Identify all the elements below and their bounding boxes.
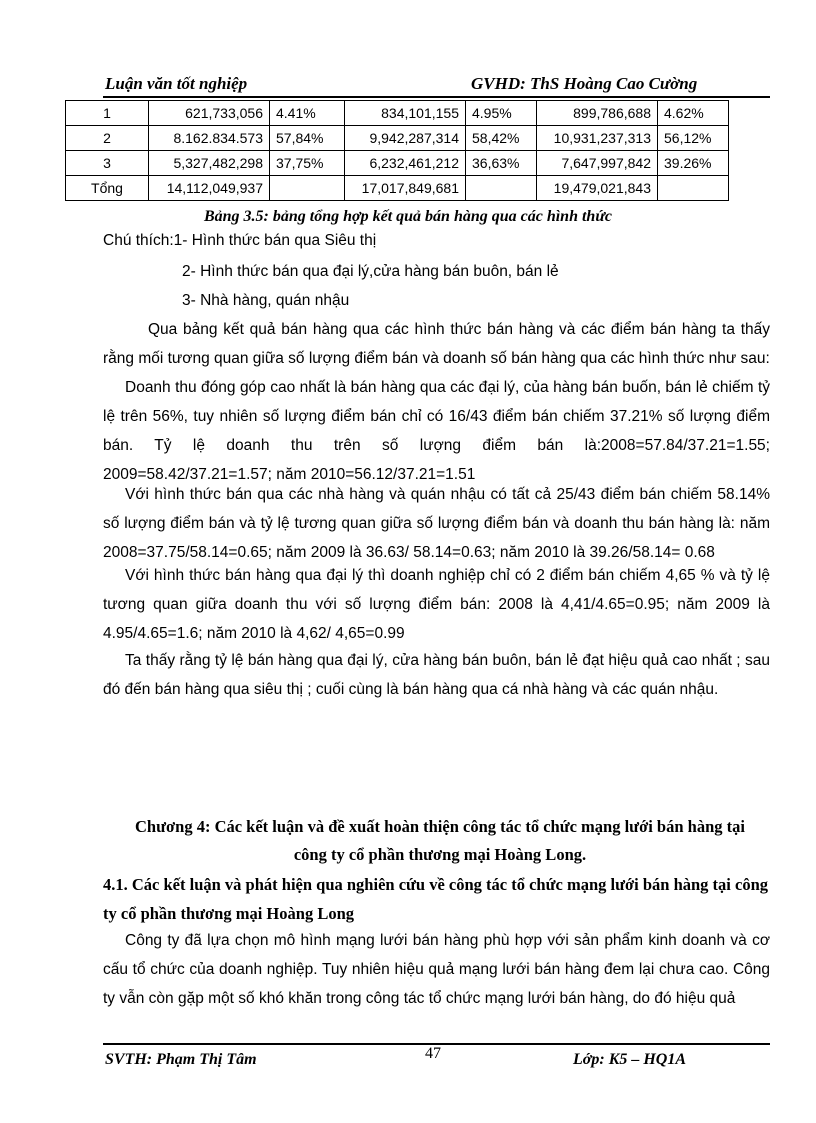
table-cell: 10,931,237,313 (537, 126, 658, 151)
section-heading: 4.1. Các kết luận và phát hiện qua nghiên cứu về công tác tổ chức mạng lưới bán hàng tại công ty cổ phần thương mại Hoàng Long (103, 875, 768, 923)
table-cell: 8.162.834.573 (149, 126, 270, 151)
table-cell: 57,84% (270, 126, 345, 151)
table-cell: 6,232,461,212 (345, 151, 466, 176)
class-label: Lớp: K5 – HQ1A (573, 1051, 687, 1068)
body-paragraph-5 (103, 646, 770, 704)
table-row (66, 101, 729, 126)
chapter-title-line-1: Chương 4: Các kết luận và đề xuất hoàn thiện công tác tổ chức mạng lưới bán hàng tại (135, 817, 745, 836)
chapter-heading (100, 813, 780, 869)
table-cell: 4.95% (466, 101, 537, 126)
thesis-label: Luận văn tốt nghiệp (105, 74, 248, 93)
table-cell (658, 176, 729, 201)
table-cell: 58,42% (466, 126, 537, 151)
note-line-3: 3- Nhà hàng, quán nhậu (182, 292, 350, 309)
body-paragraph-2 (103, 373, 770, 489)
table-cell: 4.41% (270, 101, 345, 126)
note-line-2: 2- Hình thức bán qua đại lý,cửa hàng bán buôn, bán lẻ (182, 263, 559, 280)
sales-summary-table (65, 100, 729, 201)
table-cell: 9,942,287,314 (345, 126, 466, 151)
table-cell: 5,327,482,298 (149, 151, 270, 176)
table-cell: 19,479,021,843 (537, 176, 658, 201)
body-paragraph-1 (103, 315, 770, 373)
table-caption: Bảng 3.5: bảng tổng hợp kết quả bán hàng qua các hình thức (203, 208, 613, 225)
table-cell (466, 176, 537, 201)
table-row (66, 151, 729, 176)
note-line-1: Chú thích:1- Hình thức bán qua Siêu thị (103, 232, 377, 249)
table-cell: 17,017,849,681 (345, 176, 466, 201)
table-cell: 3 (66, 151, 149, 176)
table-row (66, 126, 729, 151)
table-cell: 56,12% (658, 126, 729, 151)
table-cell: 37,75% (270, 151, 345, 176)
page-number: 47 (425, 1045, 441, 1062)
table-cell: 39.26% (658, 151, 729, 176)
paragraph-text: Doanh thu đóng góp cao nhất là bán hàng qua các đại lý, của hàng bán buốn, bán lẻ chiếm tỷ lệ trên 56%, tuy nhiên số lượng điểm bán chỉ có 16/43 điểm bán chiếm 37.21% số lượng điểm bán. Tỷ lệ doanh thu trên số lượng điểm bán là:2008=57.84/37.21=1.55; 2009=58.42/37.21=1.57; năm 2010=56.12/37.21=1.51 (103, 379, 770, 483)
paragraph-text: Với hình thức bán qua các nhà hàng và quán nhậu có tất cả 25/43 điểm bán chiếm 58.14% số lượng điểm bán và tỷ lệ tương quan giữa số lượng điểm bán và doanh thu bán hàng là: năm 2008=37.75/58.14=0.65; năm 2009 là 36.63/ 58.14=0.63; năm 2010 là 39.26/58.14= 0.68 (103, 486, 770, 561)
paragraph-text: Với hình thức bán hàng qua đại lý thì doanh nghiệp chỉ có 2 điểm bán chiếm 4,65 % và tỷ lệ tương quan giữa doanh thu với số lượng điểm bán: 2008 là 4,41/4.65=0.95; năm 2009 là 4.95/4.65=1.6; năm 2010 là 4,62/ 4,65=0.99 (103, 567, 770, 642)
supervisor-label: GVHD: ThS Hoàng Cao Cường (471, 74, 698, 93)
paragraph-text: Qua bảng kết quả bán hàng qua các hình thức bán hàng và các điểm bán hàng ta thấy rằng mối tương quan giữa số lượng điểm bán và doanh số bán hàng qua các hình thức như sau: (103, 321, 770, 367)
table-cell: 14,112,049,937 (149, 176, 270, 201)
page-header (103, 72, 770, 98)
table-cell (270, 176, 345, 201)
table-cell: 7,647,997,842 (537, 151, 658, 176)
table-cell: 4.62% (658, 101, 729, 126)
paragraph-text: Công ty đã lựa chọn mô hình mạng lưới bán hàng phù hợp với sản phẩm kinh doanh và cơ cấu tổ chức của doanh nghiệp. Tuy nhiên hiệu quả mạng lưới bán hàng đem lại chưa cao. Công ty vẫn còn gặp một số khó khăn trong công tác tổ chức mạng lưới bán hàng, do đó hiệu quả (103, 932, 770, 1007)
table-cell: 1 (66, 101, 149, 126)
table-cell: 2 (66, 126, 149, 151)
table-cell: 36,63% (466, 151, 537, 176)
chapter-title-line-2: công ty cổ phần thương mại Hoàng Long. (293, 845, 587, 864)
table-cell: 834,101,155 (345, 101, 466, 126)
body-paragraph-4 (103, 561, 770, 648)
page-footer (103, 1043, 770, 1075)
body-paragraph-3 (103, 480, 770, 567)
section-body (103, 926, 770, 1013)
student-label: SVTH: Phạm Thị Tâm (105, 1051, 257, 1068)
table-row-total (66, 176, 729, 201)
table-cell: 899,786,688 (537, 101, 658, 126)
table-cell: Tổng (66, 176, 149, 201)
table-cell: 621,733,056 (149, 101, 270, 126)
paragraph-text: Ta thấy rằng tỷ lệ bán hàng qua đại lý, cửa hàng bán buôn, bán lẻ đạt hiệu quả cao nhất ; sau đó đến bán hàng qua siêu thị ; cuối cùng là bán hàng qua cá nhà hàng và các quán nhậu. (103, 652, 770, 698)
